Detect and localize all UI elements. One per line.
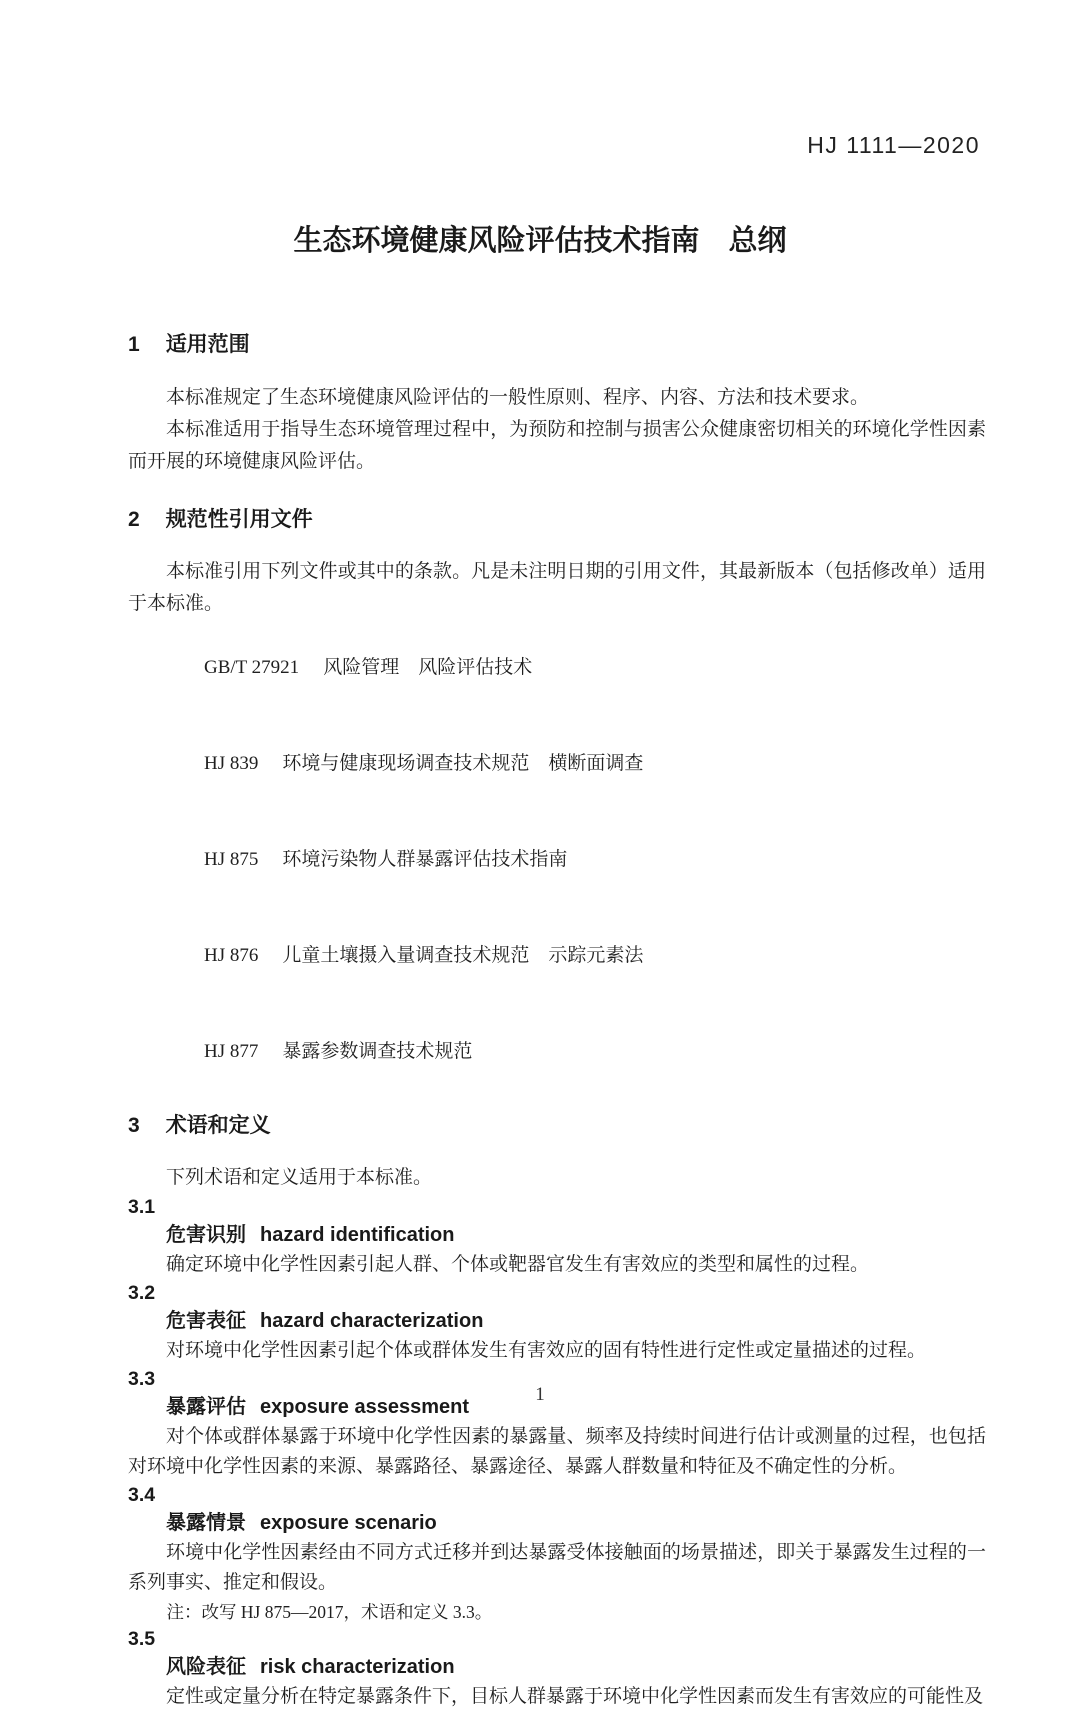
page-number: 1 [535, 1384, 545, 1405]
reference-title: 环境污染物人群暴露评估技术指南 [282, 849, 568, 870]
term-name-en: hazard identification [260, 1224, 455, 1246]
document-body [128, 331, 986, 1712]
reference-title: 环境与健康现场调查技术规范 横断面调查 [282, 753, 644, 774]
terms-intro: 下列术语和定义适用于本标准。 [166, 1167, 433, 1188]
reference-item [128, 1004, 986, 1100]
term-definition: 定性或定量分析在特定暴露条件下，目标人群暴露于环境中化学性因素而发生有害效应的可能性及 [166, 1686, 984, 1707]
term-number: 3.4 [128, 1484, 156, 1506]
reference-code: HJ 875 [204, 849, 259, 870]
scope-paragraph: 本标准适用于指导生态环境管理过程中，为预防和控制与损害公众健康密切相关的环境化学性因素而开展的环境健康风险评估。 [128, 419, 986, 472]
term-name-en: exposure scenario [260, 1512, 437, 1534]
term-entry [128, 1482, 986, 1626]
references-intro: 本标准引用下列文件或其中的条款。凡是未注明日期的引用文件，其最新版本（包括修改单）适用于本标准。 [128, 561, 986, 614]
section-terms-heading [128, 1112, 986, 1140]
section-references-heading [128, 506, 986, 534]
reference-title: 暴露参数调查技术规范 [282, 1041, 473, 1062]
reference-title: 风险管理 风险评估技术 [323, 657, 533, 678]
term-name-zh: 危害表征 [166, 1310, 246, 1332]
term-definition: 环境中化学性因素经由不同方式迁移并到达暴露受体接触面的场景描述，即关于暴露发生过程的一系列事实、推定和假设。 [128, 1542, 986, 1593]
term-note: 注：改写 HJ 875—2017，术语和定义 3.3。 [166, 1602, 493, 1622]
term-name [128, 1652, 986, 1682]
section-number: 2 [128, 508, 140, 531]
reference-item [128, 812, 986, 908]
term-entry [128, 1626, 986, 1712]
reference-code: GB/T 27921 [204, 657, 300, 678]
term-name-zh: 暴露评估 [166, 1396, 246, 1418]
term-entry [128, 1194, 986, 1280]
section-title: 适用范围 [165, 333, 250, 356]
reference-list [128, 620, 986, 1100]
terms-list [128, 1194, 986, 1712]
section-title: 规范性引用文件 [165, 508, 313, 531]
term-definition: 确定环境中化学性因素引起人群、个体或靶器官发生有害效应的类型和属性的过程。 [166, 1254, 870, 1275]
term-number: 3.1 [128, 1196, 156, 1218]
term-number: 3.5 [128, 1628, 156, 1650]
section-title: 术语和定义 [165, 1114, 271, 1137]
term-name [128, 1508, 986, 1538]
scope-paragraph: 本标准规定了生态环境健康风险评估的一般性原则、程序、内容、方法和技术要求。 [166, 387, 870, 408]
reference-code: HJ 839 [204, 753, 259, 774]
reference-code: HJ 877 [204, 1041, 259, 1062]
doc-code: HJ 1111—2020 [807, 132, 980, 158]
section-number: 3 [128, 1114, 140, 1137]
section-scope-heading [128, 331, 986, 359]
term-number: 3.3 [128, 1368, 156, 1390]
term-number: 3.2 [128, 1282, 156, 1304]
term-name [128, 1220, 986, 1250]
doc-header [0, 0, 1080, 158]
term-entry [128, 1280, 986, 1366]
reference-code: HJ 876 [204, 945, 259, 966]
section-number: 1 [128, 333, 140, 356]
term-name-en: hazard characterization [260, 1310, 484, 1332]
doc-title: 生态环境健康风险评估技术指南 总纲 [293, 225, 787, 257]
reference-item [128, 620, 986, 716]
term-name-en: risk characterization [260, 1656, 455, 1678]
reference-item [128, 716, 986, 812]
term-name-zh: 危害识别 [166, 1224, 246, 1246]
term-name-en: exposure assessment [260, 1396, 470, 1418]
term-name [128, 1306, 986, 1336]
term-name-zh: 风险表征 [166, 1656, 246, 1678]
term-name-zh: 暴露情景 [166, 1512, 246, 1534]
reference-item [128, 908, 986, 1004]
term-definition: 对环境中化学性因素引起个体或群体发生有害效应的固有特性进行定性或定量描述的过程。 [166, 1340, 927, 1361]
reference-title: 儿童土壤摄入量调查技术规范 示踪元素法 [282, 945, 644, 966]
term-definition: 对个体或群体暴露于环境中化学性因素的暴露量、频率及持续时间进行估计或测量的过程，也包括对环境中化学性因素的来源、暴露路径、暴露途径、暴露人群数量和特征及不确定性的分析。 [128, 1426, 986, 1477]
